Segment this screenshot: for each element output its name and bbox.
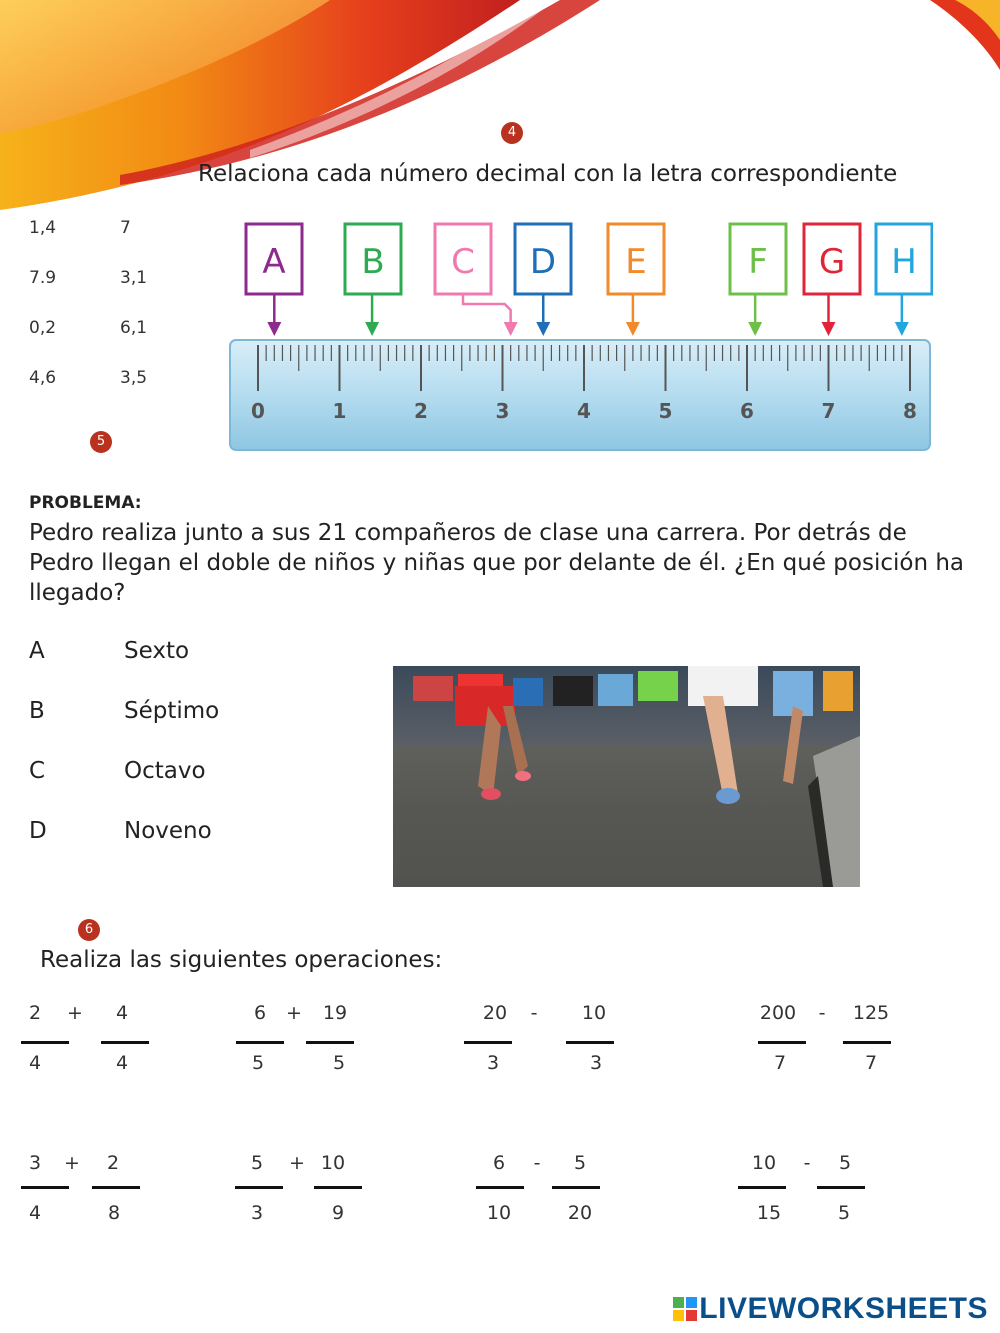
- letter-marker-label: F: [748, 242, 768, 282]
- denominator: 9: [331, 1202, 345, 1224]
- decimal-item: 3,1: [120, 268, 148, 288]
- letter-marker: [435, 224, 518, 336]
- ruler-tick-label: 7: [821, 399, 836, 423]
- numerator: 5: [573, 1152, 587, 1174]
- operator: -: [818, 1002, 826, 1024]
- liveworksheets-logo-text: LIVEWORKSHEETS: [699, 1292, 988, 1325]
- ruler-tick-label: 4: [577, 399, 591, 423]
- ruler-tick-label: 1: [332, 399, 347, 423]
- letter-marker: [876, 224, 932, 336]
- exercise-number-badge: 4: [501, 122, 523, 144]
- ruler-number-line: [228, 218, 933, 454]
- denominator: 5: [332, 1052, 346, 1074]
- numerator: 5: [250, 1152, 264, 1174]
- fraction-bar: [758, 1041, 806, 1044]
- option-text[interactable]: Octavo: [124, 758, 206, 784]
- exercise-6-title: Realiza las siguientes operaciones:: [40, 947, 443, 973]
- numerator: 6: [492, 1152, 506, 1174]
- numerator: 2: [28, 1002, 42, 1024]
- fraction-bar: [566, 1041, 614, 1044]
- denominator: 3: [589, 1052, 603, 1074]
- option-letter: B: [29, 698, 45, 724]
- letter-marker-label: B: [361, 242, 385, 282]
- ruler-tick-label: 0: [251, 399, 265, 423]
- option-text[interactable]: Séptimo: [124, 698, 220, 724]
- exercise-number-badge: 6: [78, 919, 100, 941]
- operator: -: [530, 1002, 538, 1024]
- operator: -: [803, 1152, 811, 1174]
- ruler-tick-label: 6: [740, 399, 754, 423]
- numerator: 200: [759, 1002, 797, 1024]
- letter-marker: [246, 224, 302, 336]
- fraction-bar: [817, 1186, 865, 1189]
- fraction-bar: [92, 1186, 140, 1189]
- operator: -: [533, 1152, 541, 1174]
- decimal-item: 3,5: [120, 368, 148, 388]
- letter-marker: [804, 224, 860, 336]
- fraction-bar: [843, 1041, 891, 1044]
- option-text[interactable]: Sexto: [124, 638, 190, 664]
- decimal-item: 1,4: [29, 218, 57, 238]
- letter-marker-label: D: [529, 242, 557, 282]
- denominator: 4: [28, 1052, 42, 1074]
- letter-marker-arrowhead: [267, 322, 281, 336]
- letter-marker-arrow-line: [463, 294, 511, 328]
- numerator: 5: [838, 1152, 852, 1174]
- ruler-tick-label: 2: [414, 399, 428, 423]
- letter-marker-arrowhead: [822, 322, 836, 336]
- operator: +: [286, 1002, 302, 1024]
- option-letter: A: [29, 638, 45, 664]
- option-letter: C: [29, 758, 46, 784]
- fraction-bar: [306, 1041, 354, 1044]
- denominator: 7: [773, 1052, 787, 1074]
- denominator: 7: [864, 1052, 878, 1074]
- letter-marker-label: A: [262, 242, 286, 282]
- letter-marker-label: C: [451, 242, 475, 282]
- decimal-item: 4,6: [29, 368, 57, 388]
- denominator: 8: [107, 1202, 121, 1224]
- operator: +: [289, 1152, 305, 1174]
- fraction-bar: [101, 1041, 149, 1044]
- operator: +: [67, 1002, 83, 1024]
- numerator: 3: [28, 1152, 42, 1174]
- letter-marker-label: E: [625, 242, 647, 282]
- numerator: 20: [482, 1002, 508, 1024]
- ruler-tick-label: 5: [658, 399, 673, 423]
- letter-marker: [345, 224, 401, 336]
- option-letter: D: [29, 818, 47, 844]
- fraction-bar: [236, 1041, 284, 1044]
- decimal-item: 0,2: [29, 318, 57, 338]
- denominator: 4: [28, 1202, 42, 1224]
- fraction-bar: [314, 1186, 362, 1189]
- liveworksheets-logo-icon: [673, 1295, 697, 1319]
- letter-marker-label: G: [818, 242, 846, 282]
- letter-marker-arrowhead: [365, 322, 379, 336]
- numerator: 6: [253, 1002, 267, 1024]
- problem-label: PROBLEMA:: [29, 493, 142, 513]
- denominator: 5: [251, 1052, 265, 1074]
- letter-marker: [608, 224, 664, 336]
- letter-marker-arrowhead: [748, 322, 762, 336]
- fraction-bar: [235, 1186, 283, 1189]
- letter-marker-arrowhead: [895, 322, 909, 336]
- fraction-bar: [552, 1186, 600, 1189]
- numerator: 10: [581, 1002, 607, 1024]
- denominator: 10: [486, 1202, 512, 1224]
- exercise-4-title: Relaciona cada número decimal con la letra correspondiente: [198, 161, 898, 187]
- liveworksheets-logo: [673, 1292, 988, 1326]
- decimal-item: 6,1: [120, 318, 148, 338]
- letter-marker-arrowhead: [504, 322, 518, 336]
- numerator: 2: [106, 1152, 120, 1174]
- ruler-tick-label: 3: [495, 399, 510, 423]
- denominator: 5: [837, 1202, 851, 1224]
- fraction-bar: [464, 1041, 512, 1044]
- numerator: 10: [320, 1152, 346, 1174]
- denominator: 20: [567, 1202, 593, 1224]
- numerator: 19: [322, 1002, 348, 1024]
- numerator: 125: [852, 1002, 890, 1024]
- ruler-body: [230, 340, 930, 450]
- denominator: 4: [115, 1052, 129, 1074]
- option-text[interactable]: Noveno: [124, 818, 212, 844]
- letter-marker-arrowhead: [536, 322, 550, 336]
- fraction-bar: [738, 1186, 786, 1189]
- letter-marker-label: H: [891, 242, 917, 282]
- operator: +: [64, 1152, 80, 1174]
- fraction-bar: [21, 1186, 69, 1189]
- fraction-bar: [476, 1186, 524, 1189]
- decimal-item: 7: [120, 218, 131, 238]
- fraction-bar: [21, 1041, 69, 1044]
- denominator: 15: [756, 1202, 782, 1224]
- letter-marker: [515, 224, 571, 336]
- denominator: 3: [486, 1052, 500, 1074]
- problem-statement: Pedro realiza junto a sus 21 compañeros de clase una carrera. Por detrás de Pedro llegan el doble de niños y niñas que por delante de él. ¿En qué posición ha llegado?: [29, 520, 965, 606]
- decimal-item: 7.9: [29, 268, 57, 288]
- exercise-number-badge: 5: [90, 431, 112, 453]
- numerator: 10: [751, 1152, 777, 1174]
- runners-race-photo: [393, 666, 860, 887]
- letter-marker-arrowhead: [626, 322, 640, 336]
- denominator: 3: [250, 1202, 264, 1224]
- letter-marker: [730, 224, 786, 336]
- numerator: 4: [115, 1002, 129, 1024]
- ruler-tick-label: 8: [903, 399, 917, 423]
